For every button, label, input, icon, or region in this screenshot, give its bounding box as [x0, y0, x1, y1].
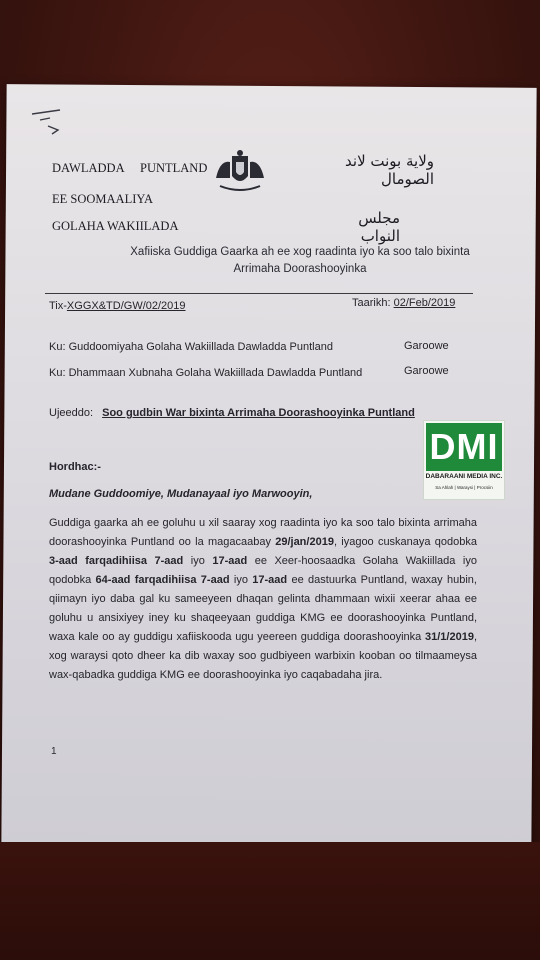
- header-puntland: PUNTLAND: [140, 161, 208, 175]
- table-surface: [0, 842, 540, 960]
- header-arabic-council: مجلس النواب: [358, 209, 400, 245]
- date-value: 02/Feb/2019: [393, 297, 456, 309]
- dmi-watermark-logo: [423, 420, 505, 500]
- reference-label: Tix-: [49, 300, 67, 312]
- body-text: iyo: [229, 574, 253, 586]
- body-text: iyo: [183, 555, 213, 567]
- date-line: [352, 297, 455, 309]
- subject-line: [49, 407, 415, 419]
- recipient-place: Garoowe: [404, 340, 449, 352]
- body-text: , xog waraysi qoto dheer ka dib waxay soo gudbiyeen warbixin kooban oo tilmaameysa wax-qabadka guddiga KMG ee doorashooyinka iyo caqabadaha jira.: [49, 631, 477, 681]
- office-subtitle: Xafiiska Guddiga Gaarka ah ee xog raadinta iyo ka soo talo bixinta Arrimaha Doorashooyinka: [130, 246, 470, 275]
- header-soomaaliya: EE SOOMAALIYA: [52, 192, 154, 206]
- recipient-row: [49, 367, 362, 379]
- header-golaha: GOLAHA WAKIILADA: [52, 219, 179, 233]
- coat-of-arms-icon: [212, 148, 268, 194]
- reference-value: XGGX&TD/GW/02/2019: [66, 300, 186, 312]
- recipient-label: Ku:: [49, 341, 66, 353]
- recipient-text: Guddoomiyaha Golaha Wakiillada Dawladda Puntland: [68, 341, 333, 353]
- salutation: Mudane Guddoomiye, Mudanayaal iyo Marwooyin,: [49, 488, 313, 500]
- logo-name: DABARAANI MEDIA INC.: [425, 473, 503, 480]
- body-text: Guddiga gaarka ah ee goluhu u xil saaray xog raadinta iyo ka soo talo bixinta arrimaha doorashooyinka Puntland oo la magacaabay: [49, 517, 477, 548]
- logo-letters: DMI: [426, 423, 502, 471]
- date-label: Taarikh:: [352, 297, 391, 309]
- recipient-label: Ku:: [49, 367, 66, 379]
- recipient-text: Dhammaan Xubnaha Golaha Wakiillada Dawladda Puntland: [68, 367, 363, 379]
- header-dawladda: DAWLADDA: [52, 161, 125, 175]
- page-number: 1: [51, 746, 57, 757]
- body-paragraph: [49, 514, 477, 685]
- header-divider: [45, 293, 473, 294]
- recipient-place: Garoowe: [404, 365, 449, 377]
- body-bold-text: 17-aad: [252, 574, 288, 586]
- body-bold-text: 3-aad farqadihiisa 7-aad: [49, 555, 184, 567]
- body-text: , iyagoo cuskanaya qodobka: [333, 536, 478, 548]
- body-bold-text: 17-aad: [212, 555, 248, 567]
- body-bold-text: 64-aad farqadihiisa 7-aad: [95, 574, 230, 586]
- body-text: ee dastuurka Puntland, waxay hubin, qiimayn iyo daba gal ku sameeyeen dhaqan gelinta dhammaan wixii xeerar ahaa ee goluhu u ansixiyey iney ku shaqeeyaan guddiga KMG ee doorashooyinka Puntland, waxa kale oo ay guddigu xafiiskooda ugu yeereen guddiga doorashooyinka: [49, 574, 477, 643]
- logo-tagline: Sa Ahlah | Waraysi | Procsiin: [435, 485, 493, 490]
- subject-text: Soo gudbin War bixinta Arrimaha Doorashooyinka Puntland: [102, 407, 415, 419]
- header-arabic-state: ولاية بونت لاند الصومال: [345, 152, 434, 188]
- subject-label: Ujeeddo:: [49, 407, 94, 419]
- reference-line: [49, 300, 186, 312]
- body-text: ee Xeer-hoosaadka Golaha Wakiillada iyo qodobka: [49, 555, 477, 586]
- body-bold-text: 29/jan/2019: [275, 536, 334, 548]
- recipient-row: [49, 341, 333, 353]
- intro-heading: Hordhac:-: [49, 461, 101, 473]
- body-bold-text: 31/1/2019: [425, 631, 474, 643]
- pen-mark-icon: [30, 108, 68, 138]
